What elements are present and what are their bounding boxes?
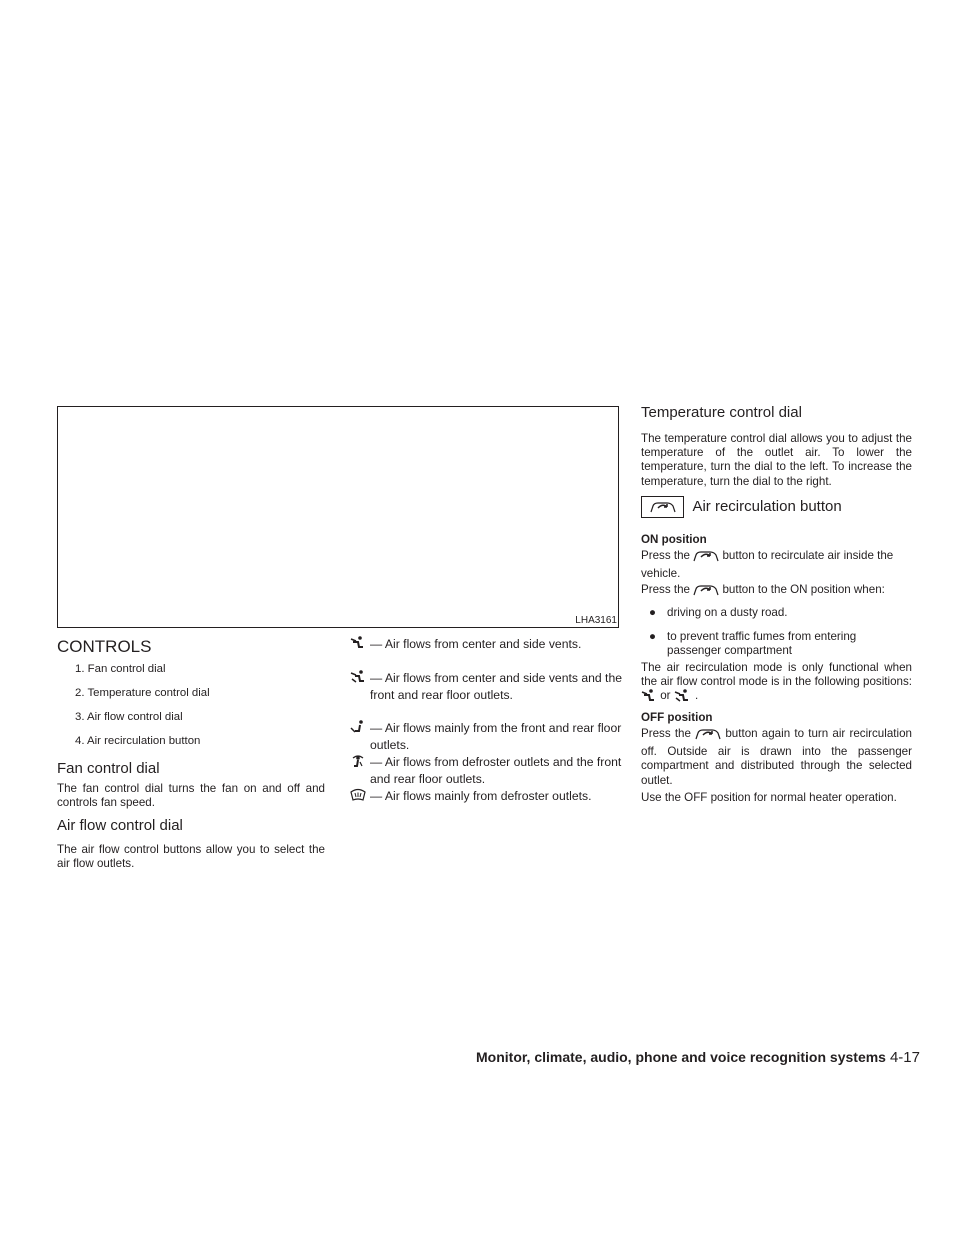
- recirc-icon: [693, 549, 719, 567]
- off-position-heading: OFF position: [641, 711, 713, 724]
- on-position-heading: ON position: [641, 533, 707, 546]
- footer-title: Monitor, climate, audio, phone and voice recognition systems: [476, 1049, 886, 1065]
- controls-heading: CONTROLS: [57, 637, 152, 656]
- recirc-heading: Air recirculation button: [692, 498, 842, 515]
- fan-body: The fan control dial turns the fan on and off and controls fan speed.: [57, 782, 325, 810]
- airflow-mode-floor-defrost: — Air flows from defroster outlets and the front and rear floor outlets.: [350, 754, 622, 788]
- vent-floor-defrost-icon: [350, 754, 366, 773]
- recirc-heading-icon-box: [641, 496, 684, 518]
- bullet-item-1: driving on a dusty road.: [667, 606, 788, 619]
- temperature-heading: Temperature control dial: [641, 404, 802, 421]
- airflow-heading: Air flow control dial: [57, 817, 183, 834]
- airflow-mode-bilevel: — Air flows from center and side vents and the front and rear floor outlets.: [350, 670, 622, 720]
- on-position-paragraph-1: Press the button to recirculate air inside the vehicle.: [641, 549, 894, 581]
- off-position-paragraph-2: Use the OFF position for normal heater operation.: [641, 791, 897, 804]
- recirc-icon: [693, 583, 719, 601]
- recirc-heading-row: [641, 496, 921, 524]
- defrost-icon: [350, 788, 366, 807]
- airflow-mode-floor: — Air flows mainly from the front and rear floor outlets.: [350, 720, 622, 754]
- on-position-paragraph-2: Press the button to the ON position when:: [641, 583, 921, 601]
- controls-illustration: [57, 406, 619, 628]
- page-footer: [476, 1049, 920, 1066]
- bullet-item-2: to prevent traffic fumes from entering passenger compartment: [667, 630, 857, 658]
- recirc-icon: [695, 727, 721, 745]
- off-position-paragraph-1: Press the button again to turn air recirculation off. Outside air is drawn into the passenger compartment and distributed through the selected outlet.: [641, 727, 912, 787]
- bullet-marker: ●: [649, 606, 657, 619]
- airflow-mode-face: — Air flows from center and side vents.: [350, 636, 622, 670]
- vent-face-icon: [641, 689, 657, 707]
- vent-floor-icon: [350, 720, 366, 739]
- controls-item-1: 1. Fan control dial: [75, 663, 166, 675]
- airflow-body: The air flow control buttons allow you to select the air flow outlets.: [57, 843, 325, 871]
- vent-bilevel-icon: [674, 689, 692, 707]
- fan-heading: Fan control dial: [57, 760, 160, 777]
- recirc-mode-note: The air recirculation mode is only functional when the air flow control mode is in the following positions: or .: [641, 661, 912, 708]
- bullet-marker: ●: [649, 630, 657, 643]
- controls-item-2: 2. Temperature control dial: [75, 687, 210, 699]
- controls-item-4: 4. Air recirculation button: [75, 735, 201, 747]
- vent-bilevel-icon: [350, 670, 368, 689]
- airflow-mode-defrost: — Air flows mainly from defroster outlets.: [350, 788, 622, 822]
- figure-label: LHA3161: [575, 615, 617, 626]
- controls-item-3: 3. Air flow control dial: [75, 711, 183, 723]
- temperature-body: The temperature control dial allows you to adjust the temperature of the outlet air. To lower the temperature, turn the dial to the left. To increase the temperature, turn the dial to the right.: [641, 432, 912, 488]
- page-number: 4-17: [889, 1049, 920, 1066]
- vent-face-icon: [350, 636, 366, 655]
